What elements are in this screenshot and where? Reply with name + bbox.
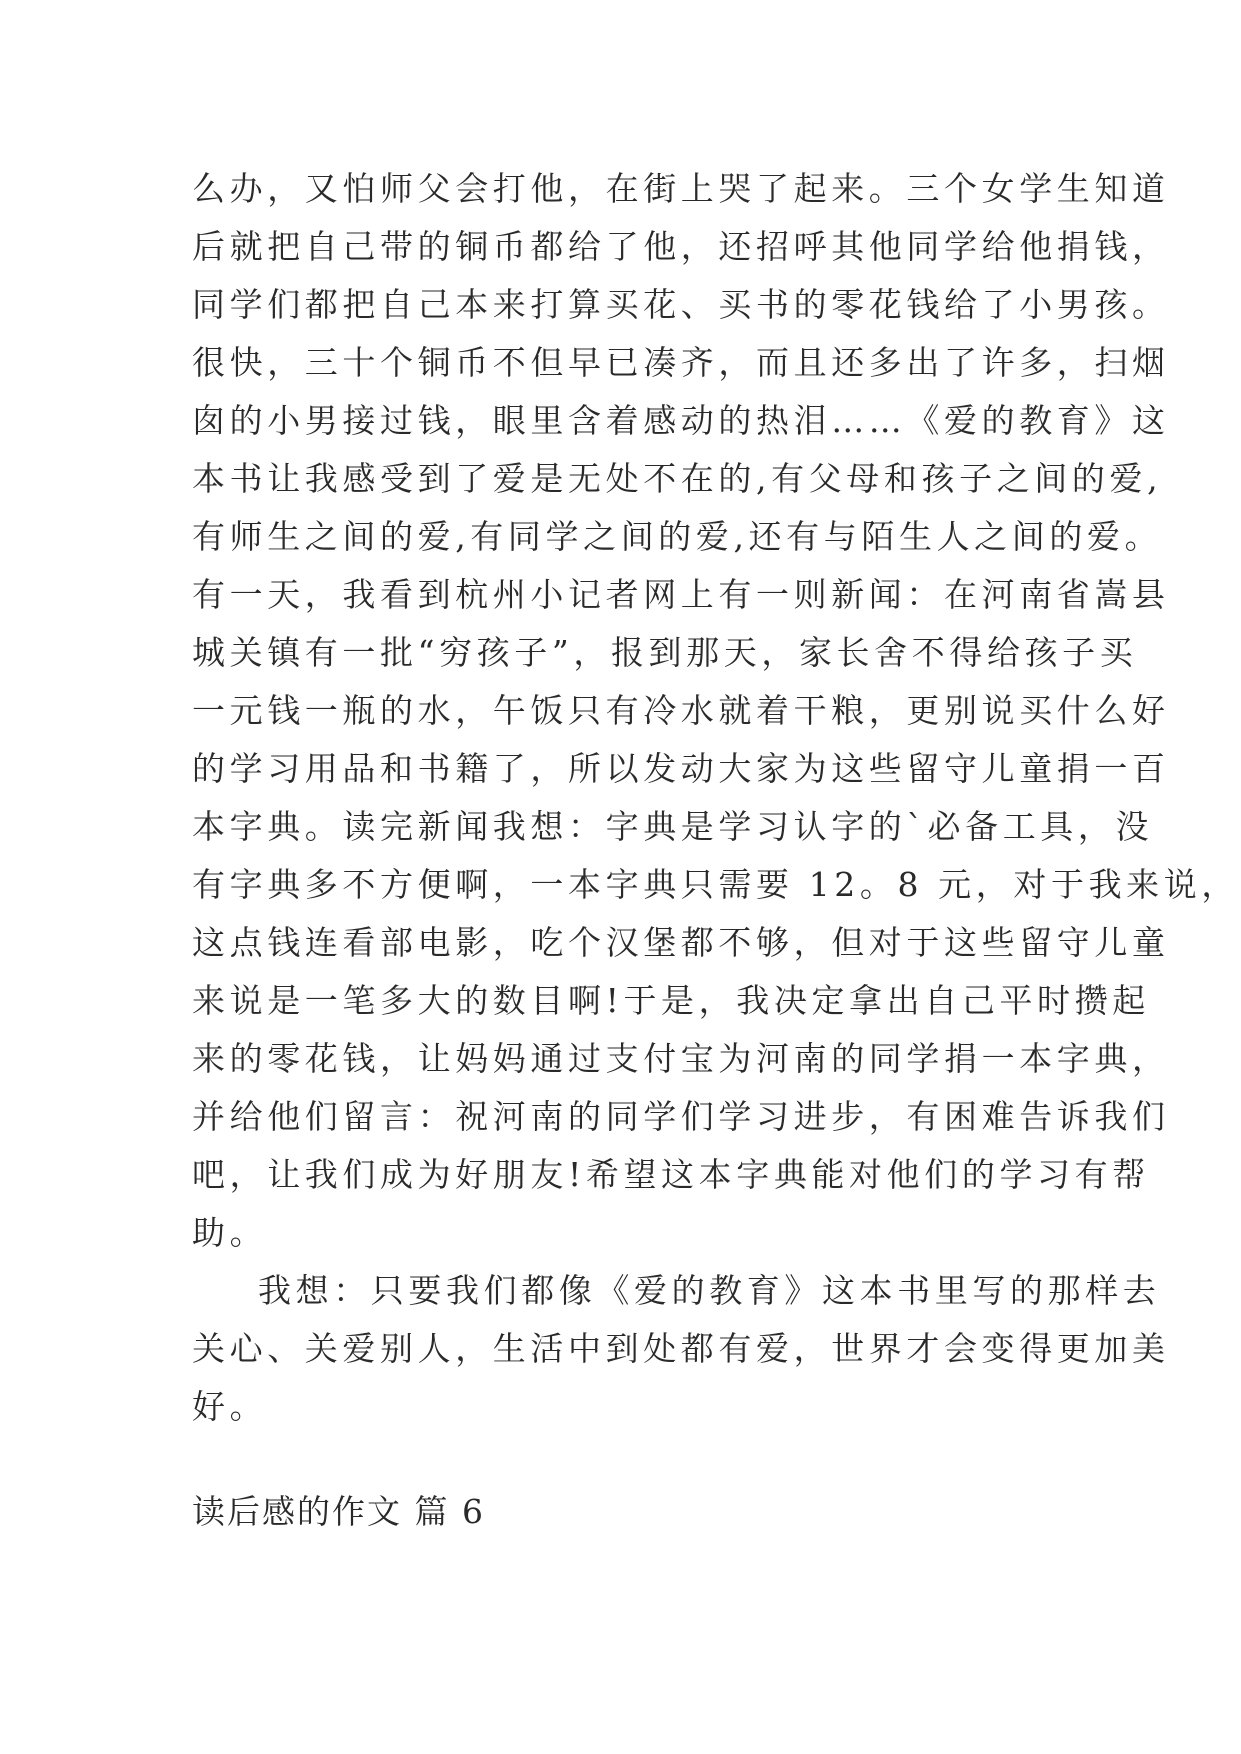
paragraph-line: 城关镇有一批“穷孩子”，报到那天，家长舍不得给孩子买 — [192, 633, 1138, 672]
paragraph-line: 并给他们留言：祝河南的同学们学习进步，有困难告诉我们 — [192, 1097, 1170, 1136]
body-text — [192, 160, 1239, 1436]
paragraph-line: 本字典。读完新闻我想：字典是学习认字的`必备工具，没 — [192, 807, 1154, 846]
paragraph-line: 关心、关爱别人，生活中到处都有爱，世界才会变得更加美 — [192, 1329, 1170, 1368]
paragraph-line: 来的零花钱，让妈妈通过支付宝为河南的同学捐一本字典， — [192, 1039, 1170, 1078]
paragraph-line: 本书让我感受到了爱是无处不在的,有父母和孩子之间的爱, — [192, 459, 1163, 498]
paragraph-2 — [192, 1262, 1170, 1436]
paragraph-line: 么办，又怕师父会打他，在街上哭了起来。三个女学生知道 — [192, 169, 1170, 208]
paragraph-line: 囱的小男接过钱，眼里含着感动的热泪……《爱的教育》这 — [192, 401, 1170, 440]
paragraph-line: 很快，三十个铜币不但早已凑齐，而且还多出了许多，扫烟 — [192, 343, 1170, 382]
paragraph-line: 助。 — [192, 1213, 268, 1252]
paragraph-line: 好。 — [192, 1387, 268, 1426]
paragraph-line: 有字典多不方便啊，一本字典只需要 12。8 元，对于我来说， — [192, 865, 1239, 904]
paragraph-1 — [192, 160, 1239, 1262]
paragraph-line: 同学们都把自己本来打算买花、买书的零花钱给了小男孩。 — [192, 285, 1170, 324]
paragraph-line: 来说是一笔多大的数目啊!于是，我决定拿出自己平时攒起 — [192, 981, 1150, 1020]
paragraph-line: 吧，让我们成为好朋友!希望这本字典能对他们的学习有帮 — [192, 1155, 1150, 1194]
paragraph-line: 我想：只要我们都像《爱的教育》这本书里写的那样去 — [258, 1271, 1161, 1310]
paragraph-line: 的学习用品和书籍了，所以发动大家为这些留守儿童捐一百 — [192, 749, 1170, 788]
paragraph-line: 后就把自己带的铜币都给了他，还招呼其他同学给他捐钱， — [192, 227, 1170, 266]
paragraph-line: 有一天，我看到杭州小记者网上有一则新闻：在河南省嵩县 — [192, 575, 1170, 614]
paragraph-line: 这点钱连看部电影，吃个汉堡都不够，但对于这些留守儿童 — [192, 923, 1170, 962]
paragraph-line: 一元钱一瓶的水，午饭只有冷水就着干粮，更别说买什么好 — [192, 691, 1170, 730]
paragraph-line: 有师生之间的爱,有同学之间的爱,还有与陌生人之间的爱。 — [192, 517, 1163, 556]
section-heading: 读后感的作文 篇 6 — [192, 1492, 485, 1531]
